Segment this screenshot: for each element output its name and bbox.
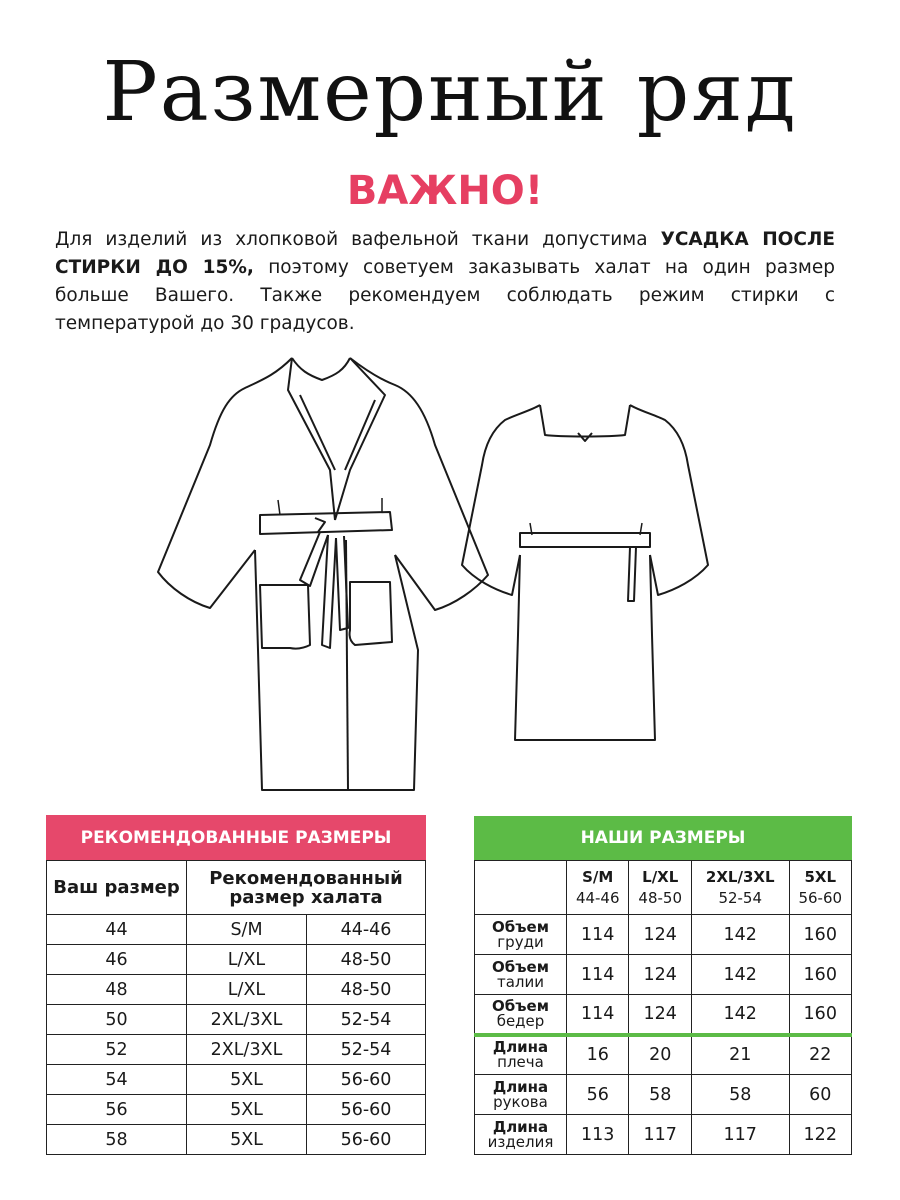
measurement-label-line2: рукова [493, 1092, 548, 1111]
robe-illustration [150, 350, 730, 800]
notice-part-1: Для изделий из хлопковой вафельной ткани допустима [55, 229, 661, 250]
robe-front-drawing [158, 358, 488, 790]
measurement-label [475, 995, 567, 1035]
table-row [475, 1075, 852, 1115]
measurement-value: 122 [789, 1115, 852, 1155]
measurement-value: 113 [567, 1115, 629, 1155]
robe-range-cell: 52-54 [307, 1005, 426, 1035]
table-row [47, 1005, 426, 1035]
table-row [47, 945, 426, 975]
robe-size-cell: 5XL [187, 1125, 307, 1155]
your-size-header: Ваш размер [47, 861, 187, 915]
robe-back-drawing [462, 405, 708, 740]
your-size-cell: 58 [47, 1125, 187, 1155]
size-range: 48-50 [638, 888, 683, 907]
robe-size-cell: L/XL [187, 945, 307, 975]
measurement-value: 142 [691, 995, 789, 1035]
measurement-value: 114 [567, 955, 629, 995]
measurement-label [475, 1075, 567, 1115]
your-size-cell: 48 [47, 975, 187, 1005]
table-row [475, 955, 852, 995]
measurement-value: 56 [567, 1075, 629, 1115]
measurement-value: 16 [567, 1035, 629, 1075]
measurement-value: 22 [789, 1035, 852, 1075]
size-name: L/XL [642, 867, 679, 886]
recommended-sizes-table [46, 860, 426, 1155]
measurement-value: 20 [629, 1035, 691, 1075]
robe-range-cell: 48-50 [307, 975, 426, 1005]
size-column-header [691, 861, 789, 915]
size-column-header [789, 861, 852, 915]
measurement-value: 124 [629, 995, 691, 1035]
robe-range-cell: 56-60 [307, 1125, 426, 1155]
measurement-label-line1: Объем [492, 917, 549, 936]
your-size-cell: 46 [47, 945, 187, 975]
measurement-label [475, 1115, 567, 1155]
robe-size-cell: S/M [187, 915, 307, 945]
measurement-value: 117 [629, 1115, 691, 1155]
table-header-row [47, 861, 426, 915]
notice-part-2: поэтому советуем заказывать халат на один размер больше Вашего. Также рекомендуем соблюдать режим стирки с температурой до 30 градусов. [55, 257, 835, 334]
measurement-label-line1: Длина [492, 1077, 549, 1096]
table-row [475, 915, 852, 955]
recommended-sizes-header: РЕКОМЕНДОВАННЫЕ РАЗМЕРЫ [46, 815, 426, 860]
size-column-header [629, 861, 691, 915]
measurement-label-line2: бедер [496, 1011, 545, 1030]
measurement-value: 124 [629, 915, 691, 955]
measurement-value: 160 [789, 915, 852, 955]
measurement-value: 114 [567, 915, 629, 955]
notice-text [55, 226, 835, 338]
measurement-value: 142 [691, 915, 789, 955]
robe-size-cell: 5XL [187, 1095, 307, 1125]
table-row [475, 995, 852, 1035]
measurement-label [475, 915, 567, 955]
robe-size-cell: 2XL/3XL [187, 1005, 307, 1035]
our-sizes-header: НАШИ РАЗМЕРЫ [474, 816, 852, 860]
measurement-value: 160 [789, 955, 852, 995]
important-heading: ВАЖНО! [346, 168, 544, 214]
your-size-cell: 52 [47, 1035, 187, 1065]
your-size-cell: 54 [47, 1065, 187, 1095]
table-row [475, 1115, 852, 1155]
your-size-cell: 56 [47, 1095, 187, 1125]
robe-range-cell: 44-46 [307, 915, 426, 945]
recommended-size-header: Рекомендованный размер халата [187, 861, 426, 915]
measurement-label-line2: плеча [497, 1053, 544, 1072]
your-size-cell: 50 [47, 1005, 187, 1035]
page-title: Размерный ряд [102, 45, 798, 140]
measurement-value: 160 [789, 995, 852, 1035]
measurement-value: 117 [691, 1115, 789, 1155]
measurement-value: 114 [567, 995, 629, 1035]
size-column-header [567, 861, 629, 915]
table-header-row [475, 861, 852, 915]
measurement-label-line1: Объем [492, 996, 549, 1015]
robe-range-cell: 56-60 [307, 1065, 426, 1095]
measurement-label-line1: Объем [492, 957, 549, 976]
size-name: 5XL [804, 867, 837, 886]
measurement-value: 58 [691, 1075, 789, 1115]
measurement-label [475, 1035, 567, 1075]
measurement-value: 124 [629, 955, 691, 995]
robe-size-cell: 5XL [187, 1065, 307, 1095]
size-name: S/M [582, 867, 614, 886]
size-range: 56-60 [798, 888, 843, 907]
measurement-label-line1: Длина [492, 1117, 549, 1136]
size-name: 2XL/3XL [705, 867, 775, 886]
table-row [47, 975, 426, 1005]
table-row [47, 1125, 426, 1155]
measurement-label [475, 955, 567, 995]
table-row [47, 1035, 426, 1065]
our-sizes-table [474, 860, 852, 1155]
measurement-label-line2: изделия [487, 1132, 554, 1151]
robe-size-cell: L/XL [187, 975, 307, 1005]
table-row [47, 1065, 426, 1095]
robe-range-cell: 52-54 [307, 1035, 426, 1065]
size-range: 52-54 [718, 888, 763, 907]
robe-range-cell: 48-50 [307, 945, 426, 975]
measurement-label-line2: груди [497, 932, 544, 951]
table-row [47, 915, 426, 945]
robe-range-cell: 56-60 [307, 1095, 426, 1125]
corner-cell [475, 861, 567, 915]
table-row [47, 1095, 426, 1125]
measurement-value: 142 [691, 955, 789, 995]
size-range: 44-46 [575, 888, 620, 907]
measurement-value: 21 [691, 1035, 789, 1075]
your-size-cell: 44 [47, 915, 187, 945]
measurement-label-line1: Длина [492, 1038, 549, 1057]
robe-size-cell: 2XL/3XL [187, 1035, 307, 1065]
notice-bold: УСАДКА ПОСЛЕ СТИРКИ ДО 15%, [55, 229, 835, 278]
measurement-value: 58 [629, 1075, 691, 1115]
measurement-label-line2: талии [496, 972, 544, 991]
measurement-value: 60 [789, 1075, 852, 1115]
table-row [475, 1035, 852, 1075]
